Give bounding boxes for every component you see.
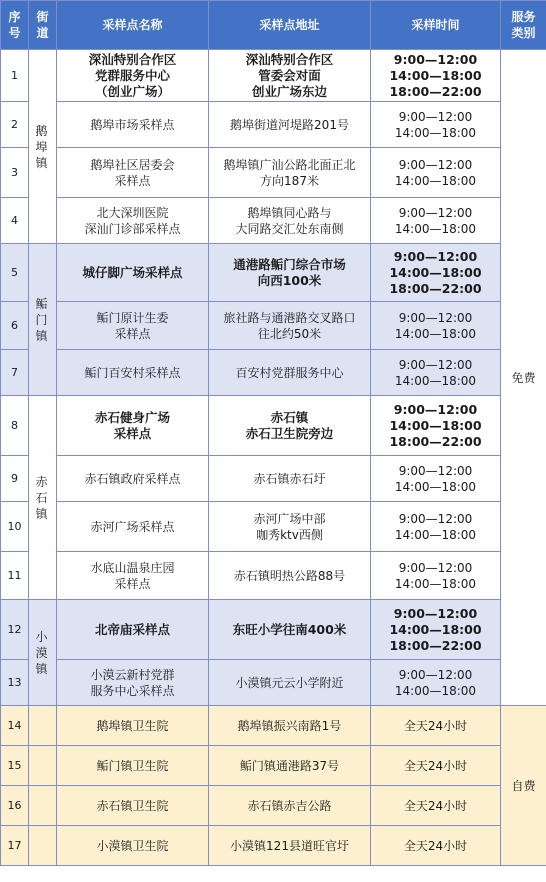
site-address: 旅社路与通港路交叉路口 往北约50米	[209, 302, 371, 350]
site-name: 北大深圳医院 深汕门诊部采样点	[57, 198, 209, 244]
site-name: 水底山温泉庄园 采样点	[57, 552, 209, 600]
row-no: 14	[1, 706, 29, 746]
row-no: 1	[1, 50, 29, 102]
table-row	[1, 50, 546, 102]
site-address: 鹅埠镇广汕公路北面正北 方向187米	[209, 148, 371, 198]
site-time: 9:00—12:00 14:00—18:00	[371, 456, 501, 502]
site-address: 深汕特别合作区 管委会对面 创业广场东边	[209, 50, 371, 102]
site-time: 9:00—12:00 14:00—18:00	[371, 350, 501, 396]
row-no: 3	[1, 148, 29, 198]
table-row	[1, 552, 546, 600]
site-name: 赤石镇卫生院	[57, 786, 209, 826]
row-no: 4	[1, 198, 29, 244]
header-name: 采样点名称	[57, 1, 209, 50]
table-row	[1, 350, 546, 396]
site-time: 9:00—12:00 14:00—18:00 18:00—22:00	[371, 396, 501, 456]
row-no: 2	[1, 102, 29, 148]
row-no: 16	[1, 786, 29, 826]
site-name: 深汕特别合作区 党群服务中心 （创业广场）	[57, 50, 209, 102]
table-row	[1, 660, 546, 706]
header-no: 序 号	[1, 1, 29, 50]
site-name: 北帝庙采样点	[57, 600, 209, 660]
site-name: 鹅埠市场采样点	[57, 102, 209, 148]
table-row	[1, 102, 546, 148]
site-time: 全天24小时	[371, 706, 501, 746]
row-no: 9	[1, 456, 29, 502]
table-row	[1, 786, 546, 826]
table-row	[1, 456, 546, 502]
site-name: 鲘门百安村采样点	[57, 350, 209, 396]
site-address: 赤石镇明热公路88号	[209, 552, 371, 600]
site-address: 百安村党群服务中心	[209, 350, 371, 396]
table-row	[1, 826, 546, 866]
header-street: 街 道	[29, 1, 57, 50]
table-row	[1, 706, 546, 746]
site-name: 赤石健身广场 采样点	[57, 396, 209, 456]
site-address: 鹅埠镇同心路与 大同路交汇处东南侧	[209, 198, 371, 244]
header-time: 采样时间	[371, 1, 501, 50]
site-name: 鹅埠镇卫生院	[57, 706, 209, 746]
site-name: 小漠云新村党群 服务中心采样点	[57, 660, 209, 706]
row-no: 7	[1, 350, 29, 396]
row-no: 13	[1, 660, 29, 706]
street-cell-empty	[29, 786, 57, 826]
header-type: 服务 类别	[501, 1, 546, 50]
table-row	[1, 244, 546, 302]
fee-type-cell: 自费	[501, 706, 546, 866]
site-time: 全天24小时	[371, 826, 501, 866]
site-name: 城仔脚广场采样点	[57, 244, 209, 302]
site-address: 赤石镇赤吉公路	[209, 786, 371, 826]
site-address: 赤石镇 赤石卫生院旁边	[209, 396, 371, 456]
site-time: 9:00—12:00 14:00—18:00 18:00—22:00	[371, 244, 501, 302]
site-time: 9:00—12:00 14:00—18:00	[371, 552, 501, 600]
site-time: 9:00—12:00 14:00—18:00	[371, 102, 501, 148]
row-no: 11	[1, 552, 29, 600]
site-address: 鹅埠镇振兴南路1号	[209, 706, 371, 746]
street-cell-empty	[29, 746, 57, 786]
street-cell: 鲘门 镇	[29, 244, 57, 396]
site-address: 小漠镇121县道旺官圩	[209, 826, 371, 866]
row-no: 8	[1, 396, 29, 456]
table-row	[1, 396, 546, 456]
street-cell-empty	[29, 826, 57, 866]
site-name: 鲘门原计生委 采样点	[57, 302, 209, 350]
site-name: 小漠镇卫生院	[57, 826, 209, 866]
site-address: 东旺小学往南400米	[209, 600, 371, 660]
site-time: 全天24小时	[371, 786, 501, 826]
site-address: 鲘门镇通港路37号	[209, 746, 371, 786]
street-cell: 鹅 埠 镇	[29, 50, 57, 244]
header-row	[1, 1, 546, 50]
site-time: 9:00—12:00 14:00—18:00	[371, 660, 501, 706]
table-row	[1, 600, 546, 660]
site-address: 小漠镇元云小学附近	[209, 660, 371, 706]
header-address: 采样点地址	[209, 1, 371, 50]
row-no: 17	[1, 826, 29, 866]
table-row	[1, 502, 546, 552]
row-no: 15	[1, 746, 29, 786]
site-name: 鲘门镇卫生院	[57, 746, 209, 786]
street-cell: 赤 石 镇	[29, 396, 57, 600]
row-no: 10	[1, 502, 29, 552]
fee-type-cell: 免费	[501, 50, 546, 706]
street-cell: 小 漠 镇	[29, 600, 57, 706]
table-row	[1, 302, 546, 350]
table-row	[1, 746, 546, 786]
table-row	[1, 148, 546, 198]
site-time: 9:00—12:00 14:00—18:00 18:00—22:00	[371, 600, 501, 660]
site-time: 9:00—12:00 14:00—18:00	[371, 148, 501, 198]
table-row	[1, 198, 546, 244]
site-address: 鹅埠街道河堤路201号	[209, 102, 371, 148]
site-time: 9:00—12:00 14:00—18:00	[371, 502, 501, 552]
site-name: 赤石镇政府采样点	[57, 456, 209, 502]
site-name: 赤河广场采样点	[57, 502, 209, 552]
site-time: 9:00—12:00 14:00—18:00	[371, 198, 501, 244]
street-cell-empty	[29, 706, 57, 746]
row-no: 5	[1, 244, 29, 302]
row-no: 12	[1, 600, 29, 660]
row-no: 6	[1, 302, 29, 350]
site-time: 9:00—12:00 14:00—18:00	[371, 302, 501, 350]
site-time: 全天24小时	[371, 746, 501, 786]
site-address: 赤河广场中部 咖秀ktv西侧	[209, 502, 371, 552]
site-name: 鹅埠社区居委会 采样点	[57, 148, 209, 198]
site-address: 赤石镇赤石圩	[209, 456, 371, 502]
site-address: 通港路鲘门综合市场 向西100米	[209, 244, 371, 302]
site-time: 9:00—12:00 14:00—18:00 18:00—22:00	[371, 50, 501, 102]
